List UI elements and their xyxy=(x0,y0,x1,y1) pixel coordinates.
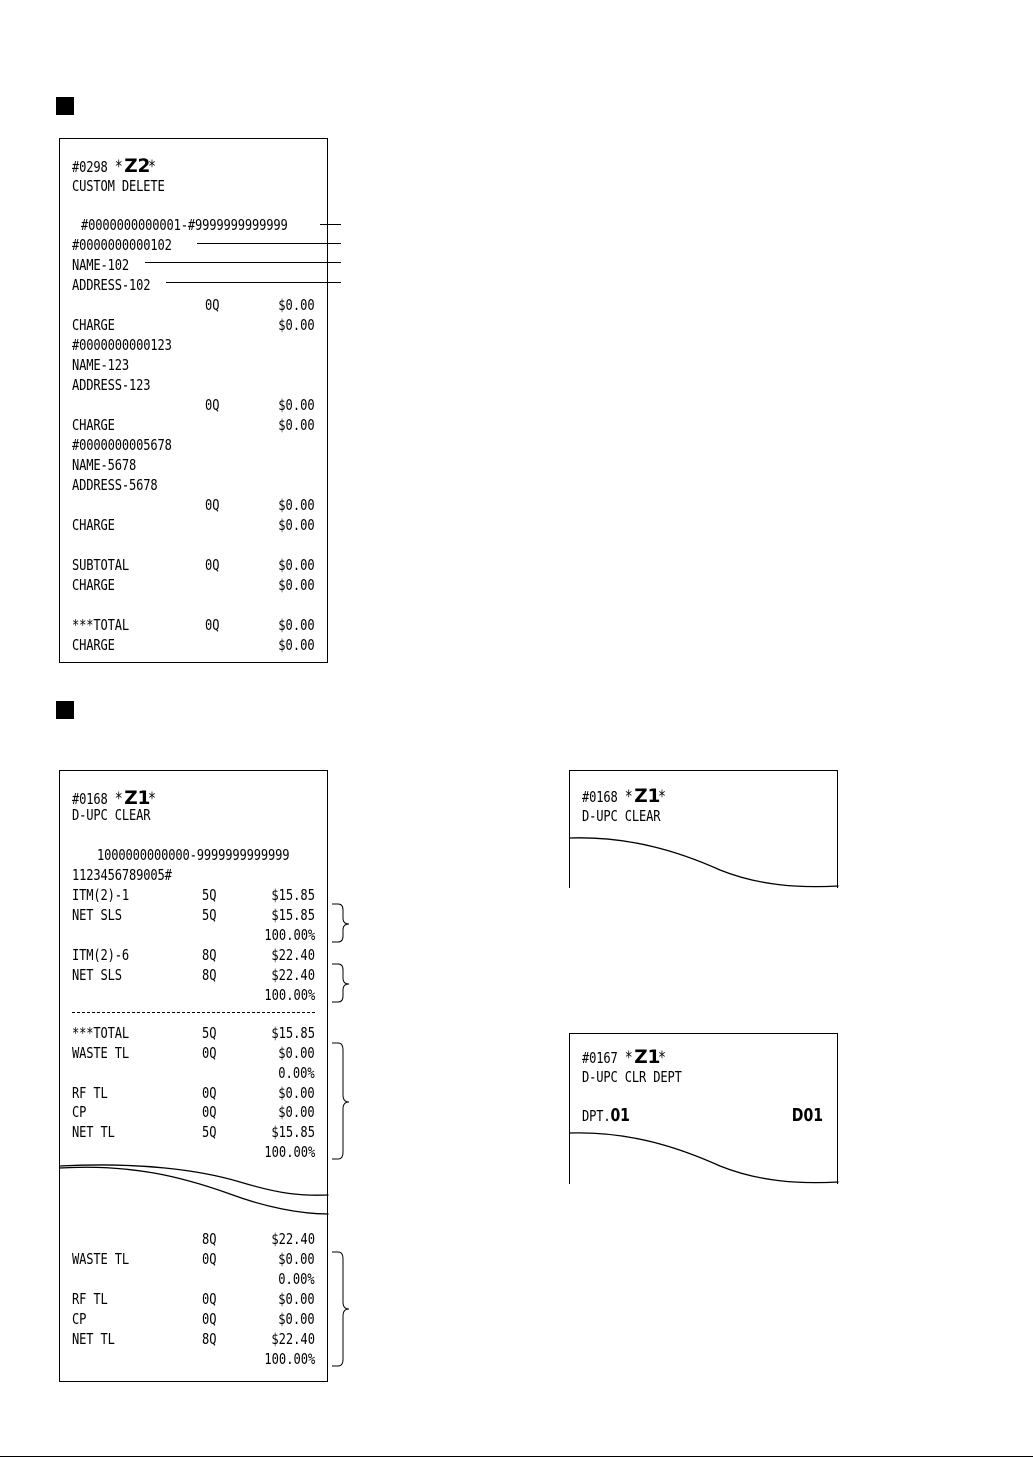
customer-amount: $0.00 xyxy=(278,296,315,314)
waste-percent: 0.00% xyxy=(278,1270,315,1288)
charge-amount: $0.00 xyxy=(278,316,315,334)
consecutive-number: #0298 xyxy=(72,158,108,176)
total-amount: $0.00 xyxy=(278,616,315,634)
waste-amount: $0.00 xyxy=(278,1250,315,1268)
charge-label: CHARGE xyxy=(72,576,115,594)
coupon-label: CP xyxy=(72,1103,87,1121)
total-amount: $15.85 xyxy=(271,1024,315,1042)
customer-name: NAME-123 xyxy=(72,356,129,374)
brace-4 xyxy=(332,1252,349,1366)
customer-amount: $0.00 xyxy=(278,496,315,514)
item-qty: 5Q xyxy=(202,886,217,904)
refund-label: RF TL xyxy=(72,1084,108,1102)
waste-percent: 0.00% xyxy=(278,1064,315,1082)
net-total-percent: 100.00% xyxy=(264,1350,315,1368)
brace-2 xyxy=(332,964,349,1002)
brace-3 xyxy=(332,1043,349,1159)
charge-amount: $0.00 xyxy=(278,576,315,594)
refund-qty: 0Q xyxy=(202,1290,217,1308)
customer-range: #0000000000001-#9999999999999 xyxy=(81,216,288,234)
charge-label: CHARGE xyxy=(72,516,115,534)
upc-code: 1123456789005# xyxy=(72,866,172,884)
customer-address: ADDRESS-102 xyxy=(72,276,151,294)
waste-qty: 0Q xyxy=(202,1044,217,1062)
waste-label: WASTE TL xyxy=(72,1044,129,1062)
net-sales-percent: 100.00% xyxy=(264,926,315,944)
total-label: ***TOTAL xyxy=(72,616,129,634)
customer-address: ADDRESS-5678 xyxy=(72,476,158,494)
tear-edge-small-b xyxy=(570,1133,839,1183)
refund-label: RF TL xyxy=(72,1290,108,1308)
net-total-qty: 8Q xyxy=(202,1330,217,1348)
net-total-percent: 100.00% xyxy=(264,1143,315,1161)
coupon-amount: $0.00 xyxy=(278,1103,315,1121)
report-title: D-UPC CLEAR xyxy=(72,806,151,824)
tear-edge-bottom xyxy=(60,1165,329,1195)
charge-label: CHARGE xyxy=(72,416,115,434)
coupon-qty: 0Q xyxy=(202,1310,217,1328)
customer-amount: $0.00 xyxy=(278,396,315,414)
item-amount: $15.85 xyxy=(271,886,315,904)
tear-edge-top xyxy=(60,1167,329,1214)
report-mode: Z1 xyxy=(634,785,661,807)
item-label: ITM(2)-1 xyxy=(72,886,129,904)
receipt-header: #0298 *Z2* xyxy=(72,155,156,177)
charge-amount: $0.00 xyxy=(278,636,315,654)
coupon-qty: 0Q xyxy=(202,1103,217,1121)
net-total-amount: $15.85 xyxy=(271,1123,315,1141)
refund-amount: $0.00 xyxy=(278,1290,315,1308)
net-sales-label: NET SLS xyxy=(72,966,122,984)
report-mode: Z1 xyxy=(124,787,151,809)
net-total-amount: $22.40 xyxy=(271,1330,315,1348)
item-label: ITM(2)-6 xyxy=(72,946,129,964)
net-total-qty: 5Q xyxy=(202,1123,217,1141)
department-number: 01 xyxy=(610,1105,630,1126)
charge-label: CHARGE xyxy=(72,636,115,654)
total-amount: $22.40 xyxy=(271,1230,315,1248)
item-qty: 8Q xyxy=(202,946,217,964)
upc-range: 1000000000000-9999999999999 xyxy=(97,846,290,864)
net-sales-qty: 5Q xyxy=(202,906,217,924)
consecutive-number: #0167 xyxy=(582,1049,618,1067)
total-qty: 5Q xyxy=(202,1024,217,1042)
net-sales-percent: 100.00% xyxy=(264,986,315,1004)
customer-address: ADDRESS-123 xyxy=(72,376,151,394)
charge-amount: $0.00 xyxy=(278,416,315,434)
customer-code: #0000000005678 xyxy=(72,436,172,454)
tear-edge-small-a xyxy=(570,838,839,887)
consecutive-number: #0168 xyxy=(582,788,618,806)
customer-qty: 0Q xyxy=(205,496,220,514)
item-amount: $22.40 xyxy=(271,946,315,964)
receipt-header: #0167 *Z1* xyxy=(582,1046,666,1068)
report-title: D-UPC CLEAR xyxy=(582,807,661,825)
charge-amount: $0.00 xyxy=(278,516,315,534)
report-title: CUSTOM DELETE xyxy=(72,177,165,195)
net-sales-qty: 8Q xyxy=(202,966,217,984)
refund-amount: $0.00 xyxy=(278,1084,315,1102)
customer-code: #0000000000102 xyxy=(72,236,172,254)
net-sales-amount: $15.85 xyxy=(271,906,315,924)
waste-amount: $0.00 xyxy=(278,1044,315,1062)
receipt-header: #0168 *Z1* xyxy=(582,785,666,807)
report-title: D-UPC CLR DEPT xyxy=(582,1068,682,1086)
brace-1 xyxy=(332,904,349,942)
department-label: DPT. xyxy=(582,1107,611,1125)
net-sales-amount: $22.40 xyxy=(271,966,315,984)
net-total-label: NET TL xyxy=(72,1330,115,1348)
customer-qty: 0Q xyxy=(205,396,220,414)
customer-qty: 0Q xyxy=(205,296,220,314)
charge-label: CHARGE xyxy=(72,316,115,334)
receipt-header: #0168 *Z1* xyxy=(72,787,156,809)
customer-name: NAME-5678 xyxy=(72,456,137,474)
total-label: ***TOTAL xyxy=(72,1024,129,1042)
customer-name: NAME-102 xyxy=(72,256,129,274)
refund-qty: 0Q xyxy=(202,1084,217,1102)
page-bottom-rule xyxy=(0,1456,1033,1457)
consecutive-number: #0168 xyxy=(72,790,108,808)
report-mode: Z2 xyxy=(124,155,151,177)
total-qty: 8Q xyxy=(202,1230,217,1248)
waste-qty: 0Q xyxy=(202,1250,217,1268)
net-total-label: NET TL xyxy=(72,1123,115,1141)
subtotal-qty: 0Q xyxy=(205,556,220,574)
subtotal-label: SUBTOTAL xyxy=(72,556,129,574)
subtotal-amount: $0.00 xyxy=(278,556,315,574)
department-code-text: D01 xyxy=(791,1105,823,1126)
report-mode: Z1 xyxy=(634,1046,661,1068)
customer-code: #0000000000123 xyxy=(72,336,172,354)
net-sales-label: NET SLS xyxy=(72,906,122,924)
coupon-label: CP xyxy=(72,1310,87,1328)
total-qty: 0Q xyxy=(205,616,220,634)
coupon-amount: $0.00 xyxy=(278,1310,315,1328)
waste-label: WASTE TL xyxy=(72,1250,129,1268)
